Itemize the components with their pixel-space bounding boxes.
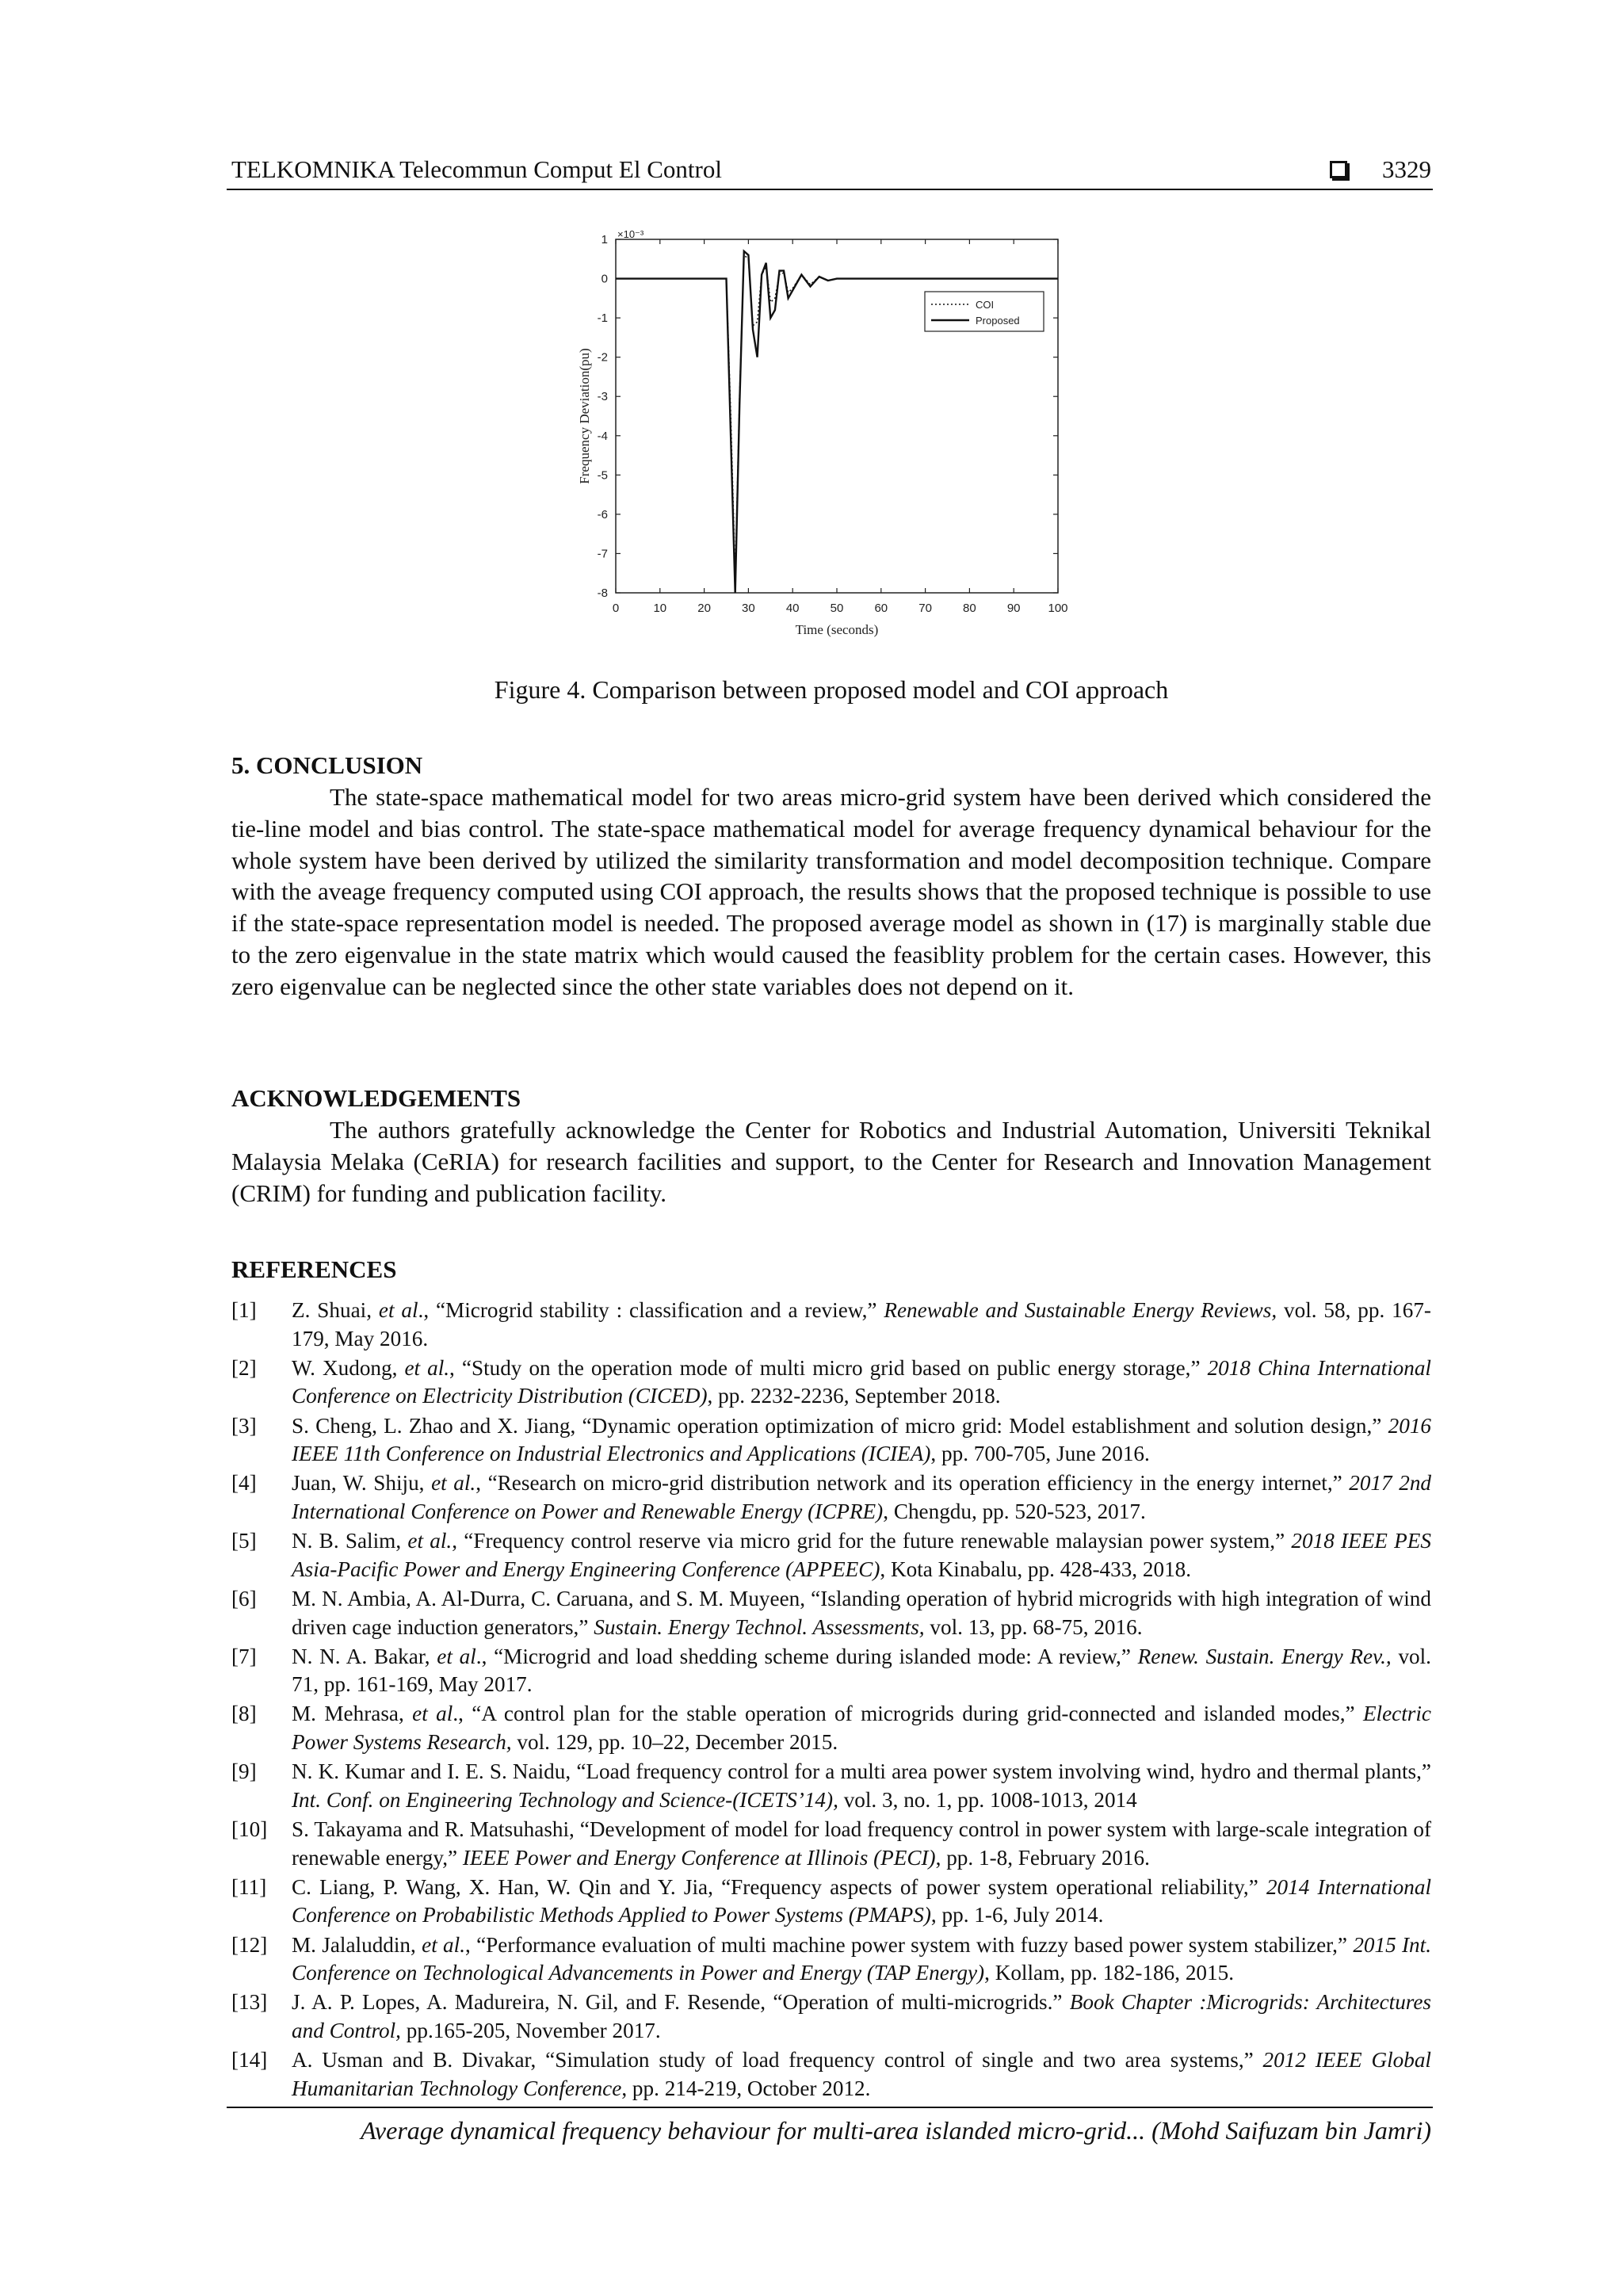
reference-venue: Renew. Sustain. Energy Rev., [1137, 1644, 1392, 1668]
y-tick-label: -3 [597, 390, 608, 404]
header-rule [227, 189, 1433, 190]
reference-title: , “Frequency control reserve via micro grid for the future renewable malaysian power system,” [452, 1529, 1292, 1553]
reference-venue: Book Chapter :Microgrids: Architectures and Control, [292, 1990, 1432, 2042]
y-axis-label: Frequency Deviation(pu) [577, 348, 592, 484]
reference-number: [8] [231, 1702, 257, 1726]
reference-venue: 2016 IEEE 11th Conference on Industrial Electronics and Applications (ICIEA) [292, 1413, 1431, 1466]
reference-details: pp.165-205, November 2017. [400, 2018, 661, 2042]
legend-label-coi: COI [976, 299, 995, 311]
reference-authors: N. N. A. Bakar, [292, 1644, 437, 1668]
reference-authors: N. B. Salim, [292, 1529, 408, 1553]
reference-venue: 2018 IEEE PES Asia-Pacific Power and Energy Engineering Conference (APPEEC) [292, 1529, 1431, 1581]
reference-details: vol. 58, pp. 167-179, May 2016. [292, 1298, 1431, 1350]
reference-number: [7] [231, 1644, 257, 1668]
reference-item [231, 1585, 1431, 1641]
checkbox-icon [1330, 161, 1347, 178]
reference-number: [6] [231, 1586, 257, 1610]
x-tick-label: 20 [697, 602, 711, 615]
reference-item [231, 1931, 1431, 1988]
reference-etal: et al. [407, 1529, 453, 1553]
running-footer: Average dynamical frequency behaviour for multi-area islanded micro-grid... (Mohd Saifuzam bin Jamri) [361, 2116, 1431, 2145]
figure-caption: Figure 4. Comparison between proposed model and COI approach [494, 675, 1169, 704]
y-tick-label: -5 [597, 468, 608, 483]
reference-details: , pp. 2232-2236, September 2018. [707, 1384, 1001, 1408]
conclusion-text: The state-space mathematical model for two areas micro-grid system have been derived which considered the tie-line model and bias control. The state-space mathematical model for average frequency dynamical behaviour for the whole system have been derived by utilized the similarity transformation and model decomposition technique. Compare with the aveage frequency computed using COI approach, the results shows that the proposed technique is possible to use if the state-space representation model is needed. The proposed average model as shown in (17) is marginally stable due to the zero eigenvalue in the state matrix which would caused the feasiblity problem for the certain cases. However, this zero eigenvalue can be neglected since the other state variables does not depend on it. [231, 783, 1431, 1000]
y-tick-label: -2 [597, 350, 608, 365]
reference-etal: et al [412, 1702, 453, 1726]
y-tick-label: -8 [597, 586, 608, 600]
figure-4 [575, 228, 1082, 648]
reference-number: [12] [231, 1932, 268, 1957]
reference-item [231, 1758, 1431, 1814]
frequency-deviation-chart [575, 228, 1082, 648]
y-multiplier-label: ×10⁻³ [617, 228, 644, 240]
page-number: 3329 [1382, 155, 1431, 183]
footer-rule [227, 2107, 1433, 2108]
reference-number: [5] [231, 1529, 257, 1553]
reference-authors: M. Jalaluddin, [292, 1932, 422, 1957]
y-tick-label: -1 [597, 311, 608, 326]
y-tick-label: -7 [597, 547, 608, 561]
reference-details: vol. 129, pp. 10–22, December 2015. [511, 1730, 838, 1755]
reference-venue: 2014 International Conference on Probabilistic Methods Applied to Power Systems (PMAPS) [292, 1874, 1431, 1927]
reference-item [231, 1354, 1431, 1411]
reference-title: , “Study on the operation mode of multi micro grid based on public energy storage,” [449, 1355, 1208, 1380]
reference-item [231, 1297, 1431, 1353]
reference-venue: Sustain. Energy Technol. Assessments, [594, 1614, 925, 1639]
reference-item [231, 1816, 1431, 1872]
reference-authors: N. K. Kumar and I. E. S. Naidu, [292, 1759, 577, 1784]
x-tick-label: 0 [612, 602, 620, 615]
acknowledgements-text: The authors gratefully acknowledge the Center for Robotics and Industrial Automation, Universiti Teknikal Malaysia Melaka (CeRIA) for research facilities and support, to the Center for Research and Innovation Management (CRIM) for funding and publication facility. [231, 1116, 1431, 1207]
reference-venue: Int. Conf. on Engineering Technology and Science-(ICETS’14), [292, 1787, 838, 1812]
reference-etal: et al. [431, 1471, 476, 1496]
reference-authors: Z. Shuai, [292, 1298, 379, 1322]
reference-item [231, 2046, 1431, 2103]
reference-item [231, 1469, 1431, 1526]
reference-authors: S. Cheng, L. Zhao and X. Jiang, [292, 1413, 582, 1438]
reference-authors: A. Usman and B. Divakar, [292, 2048, 546, 2073]
reference-number: [9] [231, 1759, 257, 1784]
reference-authors: W. Xudong, [292, 1355, 405, 1380]
reference-title: “Development of model for load frequency control in power system with large-scale integration of renewable energy,” [292, 1817, 1431, 1870]
reference-number: [11] [231, 1874, 267, 1899]
x-tick-label: 30 [742, 602, 755, 615]
y-tick-label: 1 [601, 233, 608, 246]
reference-venue: Renewable and Sustainable Energy Reviews, [884, 1298, 1277, 1322]
reference-item [231, 1988, 1431, 2045]
reference-etal: et al. [422, 1932, 465, 1957]
reference-title: , “Research on micro-grid distribution network and its operation efficiency in the energy internet,” [475, 1471, 1350, 1496]
reference-title: ., “Microgrid stability : classification and a review,” [418, 1298, 884, 1322]
reference-number: [10] [231, 1817, 268, 1842]
reference-number: [4] [231, 1471, 257, 1496]
header-right [1330, 154, 1431, 185]
reference-details: , Kollam, pp. 182-186, 2015. [984, 1961, 1234, 1985]
reference-number: [1] [231, 1298, 257, 1322]
reference-details: , Chengdu, pp. 520-523, 2017. [883, 1499, 1146, 1523]
running-header [231, 154, 1431, 190]
x-tick-label: 70 [918, 602, 932, 615]
y-tick-label: -4 [597, 429, 608, 443]
reference-title: “Islanding operation of hybrid microgrids with high integration of wind driven cage induction generators,” [292, 1586, 1431, 1639]
reference-authors: Juan, W. Shiju, [292, 1471, 432, 1496]
x-tick-label: 80 [963, 602, 976, 615]
y-tick-label: 0 [601, 272, 608, 286]
reference-title: “Load frequency control for a multi area power system involving wind, hydro and thermal plants,” [576, 1759, 1431, 1784]
references-heading: REFERENCES [231, 1255, 397, 1283]
reference-details: vol. 3, no. 1, pp. 1008-1013, 2014 [838, 1787, 1137, 1812]
reference-details: , pp. 1-8, February 2016. [935, 1845, 1150, 1870]
reference-authors: M. Mehrasa, [292, 1702, 413, 1726]
reference-title: “Dynamic operation optimization of micro grid: Model establishment and solution design,” [582, 1413, 1388, 1438]
reference-venue: Electric Power Systems Research, [292, 1702, 1432, 1755]
reference-number: [14] [231, 2048, 268, 2073]
reference-title: ., “A control plan for the stable operation of microgrids during grid-connected and islanded modes,” [453, 1702, 1363, 1726]
acknowledgements-heading: ACKNOWLEDGEMENTS [231, 1084, 521, 1112]
reference-venue: 2018 China International Conference on Electricity Distribution (CICED) [292, 1355, 1431, 1408]
reference-venue: 2017 2nd International Conference on Power and Renewable Energy (ICPRE) [292, 1471, 1432, 1523]
reference-title: , “Performance evaluation of multi machine power system with fuzzy based power system stabilizer,” [465, 1932, 1354, 1957]
x-tick-label: 50 [830, 602, 844, 615]
reference-authors: S. Takayama and R. Matsuhashi, [292, 1817, 580, 1842]
journal-title: TELKOMNIKA Telecommun Comput El Control [231, 155, 722, 183]
reference-title: ., “Microgrid and load shedding scheme during islanded mode: A review,” [475, 1644, 1138, 1668]
conclusion-heading: 5. CONCLUSION [231, 751, 423, 779]
x-tick-label: 40 [785, 602, 800, 615]
legend-label-proposed: Proposed [976, 315, 1020, 327]
reference-details: , Kota Kinabalu, pp. 428-433, 2018. [880, 1557, 1192, 1581]
reference-title: “Operation of multi-microgrids.” [773, 1990, 1070, 2015]
reference-item [231, 1527, 1431, 1584]
reference-number: [2] [231, 1355, 257, 1380]
reference-etal: et al. [404, 1355, 450, 1380]
reference-details: vol. 71, pp. 161-169, May 2017. [292, 1644, 1431, 1697]
x-tick-label: 60 [874, 602, 888, 615]
reference-authors: C. Liang, P. Wang, X. Han, W. Qin and Y. Jia, [292, 1874, 722, 1899]
reference-title: “Frequency aspects of power system operational reliability,” [721, 1874, 1266, 1899]
x-axis-label: Time (seconds) [795, 622, 879, 637]
reference-item [231, 1874, 1431, 1930]
reference-venue: 2012 IEEE Global Humanitarian Technology Conference [292, 2048, 1431, 2100]
reference-item [231, 1643, 1431, 1699]
reference-details: , pp. 1-6, July 2014. [930, 1903, 1104, 1927]
reference-authors: M. N. Ambia, A. Al-Durra, C. Caruana, and S. M. Muyeen, [292, 1586, 812, 1610]
reference-title: “Simulation study of load frequency control of single and two area systems,” [545, 2048, 1263, 2073]
reference-authors: J. A. P. Lopes, A. Madureira, N. Gil, and F. Resende, [292, 1990, 773, 2015]
reference-venue: 2015 Int. Conference on Technological Advancements in Power and Energy (TAP Energy) [292, 1932, 1431, 1985]
reference-details: , pp. 700-705, June 2016. [930, 1442, 1150, 1466]
reference-number: [13] [231, 1990, 268, 2015]
reference-details: , pp. 214-219, October 2012. [621, 2076, 871, 2100]
x-tick-label: 90 [1006, 602, 1021, 615]
reference-details: vol. 13, pp. 68-75, 2016. [924, 1614, 1143, 1639]
reference-item [231, 1412, 1431, 1469]
reference-venue: IEEE Power and Energy Conference at Illinois (PECI) [462, 1845, 936, 1870]
x-tick-label: 10 [653, 602, 667, 615]
y-tick-label: -6 [597, 507, 608, 521]
x-tick-label: 100 [1048, 602, 1068, 615]
reference-etal: et al [378, 1298, 418, 1322]
reference-etal: et al [437, 1644, 476, 1668]
reference-item [231, 1700, 1431, 1756]
reference-number: [3] [231, 1413, 257, 1438]
reference-list [231, 1297, 1431, 2104]
